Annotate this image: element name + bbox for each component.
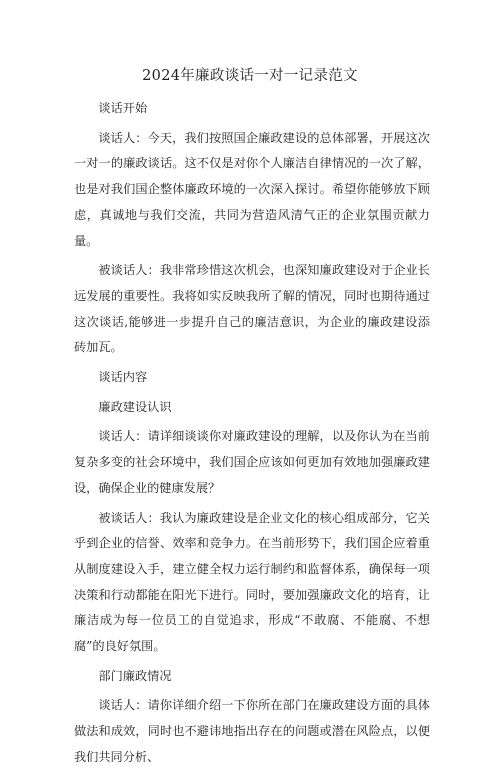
subsection-heading: 部门廉政情况 [98,668,172,683]
body-paragraph: 谈话人：请你详细介绍一下你所在部门在廉政建设方面的具体做法和成效，同时也不避讳地指出存在的问题或潜在风险点，以便我们共同分析、 [74,698,430,764]
body-paragraph: 谈话人：请详细谈谈你对廉政建设的理解，以及你认为在当前复杂多变的社会环境中，我们国企应该如何更加有效地加强廉政建设，确保企业的健康发展？ [74,429,430,495]
subsection-heading: 廉政建设认识 [98,399,172,414]
document-title: 2024年廉政谈话一对一记录范文 [142,68,358,84]
body-paragraph: 谈话人：今天，我们按照国企廉政建设的总体部署，开展这次一对一的廉政谈话。这不仅是对你个人廉洁自律情况的一次了解，也是对我们国企整体廉政环境的一次深入探讨。希望你能够放下顾虑，真诚地与我们交流，共同为营造风清气正的企业氛围贡献力量。 [74,130,430,248]
body-paragraph: 被谈话人：我非常珍惜这次机会，也深知廉政建设对于企业长远发展的重要性。我将如实反映我所了解的情况，同时也期待通过这次谈话,能够进一步提升自己的廉洁意识，为企业的廉政建设添砖加瓦。 [74,263,430,355]
section-heading: 谈话开始 [98,101,148,115]
body-paragraph: 被谈话人：我认为廉政建设是企业文化的核心组成部分，它关乎到企业的信誉、效率和竞争力。在当前形势下，我们国企应着重从制度建设入手，建立健全权力运行制约和监督体系，确保每一项决策和行动都能在阳光下进行。同时，要加强廉政文化的培育，让廉洁成为每一位员工的自觉追求，形成“不敢腐、不能腐、不想腐”的良好氛围。 [74,510,430,654]
section-heading: 谈话内容 [98,370,148,385]
document-body [74,92,430,775]
